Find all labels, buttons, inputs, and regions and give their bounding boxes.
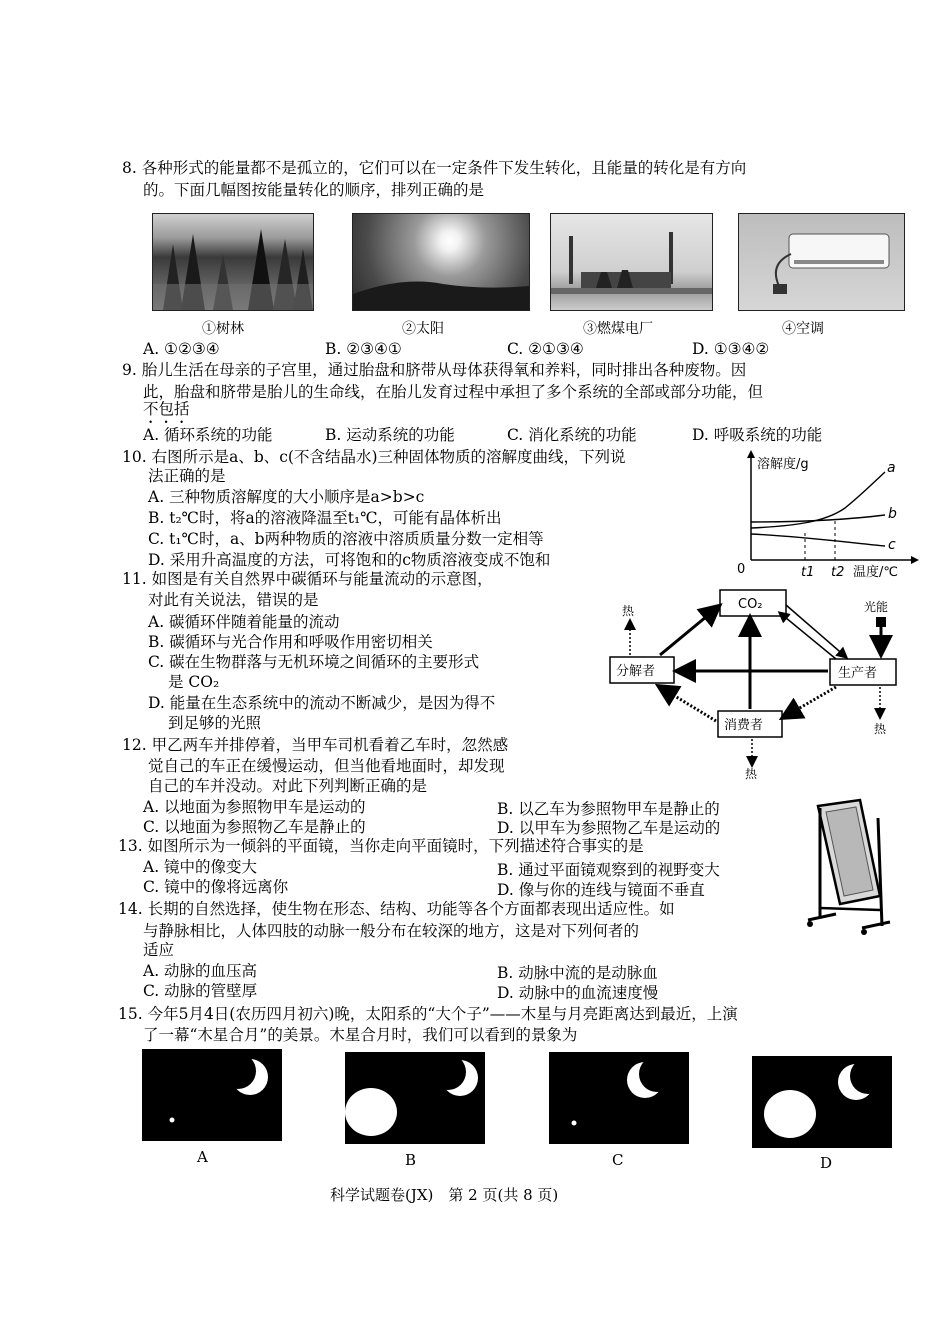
q12-option-a[interactable]: A. 以地面为参照物甲车是运动的 <box>143 798 366 816</box>
heat-label-consumer: 热 <box>745 767 758 780</box>
panel-c-scene <box>549 1052 689 1144</box>
solubility-curve-graph <box>735 448 925 583</box>
q10-option-c[interactable]: C. t₁℃时，a、b两种物质的溶液中溶质质量分数一定相等 <box>148 530 544 548</box>
forest-trees <box>153 214 313 310</box>
power-plant-photo <box>550 213 713 311</box>
q12-option-d[interactable]: D. 以甲车为参照物乙车是运动的 <box>497 819 721 837</box>
air-conditioner-photo <box>738 213 905 311</box>
q11-option-d-cont: 到足够的光照 <box>168 714 262 732</box>
graph-ylabel: 溶解度/g <box>757 457 809 472</box>
panel-b-scene <box>345 1052 485 1144</box>
q11-line2: 对此有关说法，错误的是 <box>148 591 319 609</box>
q12-line1: 12. 甲乙两车并排停着，当甲车司机看着乙车时，忽然感 <box>122 736 509 754</box>
q14-option-a[interactable]: A. 动脉的血压高 <box>143 962 258 980</box>
q10-option-b[interactable]: B. t₂℃时，将a的溶液降温至t₁℃，可能有晶体析出 <box>148 509 502 527</box>
heat-label-producer: 热 <box>874 722 887 736</box>
panel-c[interactable] <box>549 1052 689 1144</box>
q10-option-a[interactable]: A. 三种物质溶解度的大小顺序是a>b>c <box>148 488 425 506</box>
q9-option-a[interactable]: A. 循环系统的功能 <box>143 426 273 444</box>
consumer-label: 消费者 <box>724 718 764 733</box>
q10-line2: 法正确的是 <box>148 467 226 485</box>
q9-option-b[interactable]: B. 运动系统的功能 <box>325 426 455 444</box>
q15-line2: 了一幕“木星合月”的美景。木星合月时，我们可以看到的景象为 <box>143 1026 578 1044</box>
curve-c-label: c <box>888 537 896 553</box>
caption-air-conditioner: ④空调 <box>782 321 824 337</box>
sun-photo <box>352 213 530 311</box>
q10-line1: 10. 右图所示是a、b、c(不含结晶水)三种固体物质的溶解度曲线，下列说 <box>122 448 626 466</box>
q15-line1: 15. 今年5月4日(农历四月初六)晚，太阳系的“大个子”——木星与月亮距离达到最近，上演 <box>118 1005 738 1023</box>
producer-label: 生产者 <box>838 666 878 681</box>
q14-line1: 14. 长期的自然选择，使生物在形态、结构、功能等各个方面都表现出适应性。如 <box>118 900 675 918</box>
q8-option-a[interactable]: A. ①②③④ <box>143 340 220 358</box>
panel-d-label: D <box>820 1154 833 1172</box>
q11-option-c-cont: 是 CO₂ <box>168 673 220 691</box>
q11-option-d[interactable]: D. 能量在生态系统中的流动不断减少，是因为得不 <box>148 694 496 712</box>
q13-line1: 13. 如图所示为一倾斜的平面镜，当你走向平面镜时，下列描述符合事实的是 <box>118 837 644 855</box>
q13-option-b[interactable]: B. 通过平面镜观察到的视野变大 <box>497 861 720 879</box>
page-footer: 科学试题卷(JX) 第 2 页(共 8 页) <box>330 1186 559 1204</box>
air-conditioner-unit <box>739 214 904 310</box>
heat-label-decomposer: 热 <box>622 604 635 618</box>
q13-option-a[interactable]: A. 镜中的像变大 <box>143 858 258 876</box>
curve-a-label: a <box>887 460 896 476</box>
caption-power-plant: ③燃煤电厂 <box>583 321 653 337</box>
panel-b[interactable] <box>345 1052 485 1144</box>
q14-option-b[interactable]: B. 动脉中流的是动脉血 <box>497 964 658 982</box>
q12-line3: 自己的车并没动。对此下列判断正确的是 <box>148 777 428 795</box>
power-plant-drawing <box>551 214 712 310</box>
panel-b-label: B <box>405 1151 417 1169</box>
curve-b-label: b <box>888 506 897 522</box>
q8-option-b[interactable]: B. ②③④① <box>325 340 402 358</box>
co2-label: CO₂ <box>738 597 763 612</box>
caption-forest: ①树林 <box>202 321 244 337</box>
panel-a[interactable] <box>142 1049 282 1141</box>
q11-line1: 11. 如图是有关自然界中碳循环与能量流动的示意图， <box>122 570 493 588</box>
q8-option-d[interactable]: D. ①③④② <box>692 340 770 358</box>
q14-option-d[interactable]: D. 动脉中的血流速度慢 <box>497 984 659 1002</box>
decomposer-label: 分解者 <box>616 664 656 679</box>
caption-sun: ②太阳 <box>402 321 444 337</box>
q11-option-a[interactable]: A. 碳循环伴随着能量的流动 <box>148 613 340 631</box>
panel-a-scene <box>142 1049 282 1141</box>
q11-option-b[interactable]: B. 碳循环与光合作用和呼吸作用密切相关 <box>148 633 433 651</box>
tilted-mirror-drawing <box>800 798 895 938</box>
q9-line1: 9. 胎儿生活在母亲的子宫里，通过胎盘和脐带从母体获得氧和养料，同时排出各种废物。因 <box>122 361 747 379</box>
graph-origin: 0 <box>737 562 746 577</box>
light-energy-label: 光能 <box>864 600 889 614</box>
q9-line3: 不包括 <box>143 400 190 418</box>
graph-t1-label: t1 <box>801 565 815 580</box>
q12-option-b[interactable]: B. 以乙车为参照物甲车是静止的 <box>497 800 720 818</box>
q14-line3: 适应 <box>143 941 175 959</box>
q9-line2: 此，胎盘和脐带是胎儿的生命线，在胎儿发育过程中承担了多个系统的全部或部分功能，但 <box>143 383 764 401</box>
panel-c-label: C <box>612 1151 624 1169</box>
curve-b <box>751 515 885 522</box>
carbon-cycle-diagram <box>600 585 920 780</box>
q8-line1: 8. 各种形式的能量都不是孤立的，它们可以在一定条件下发生转化，且能量的转化是有方向 <box>122 159 747 177</box>
q12-line2: 觉自己的车正在缓慢运动，但当他看地面时，却发现 <box>148 757 505 775</box>
q11-option-c[interactable]: C. 碳在生物群落与无机环境之间循环的主要形式 <box>148 653 480 671</box>
q14-line2: 与静脉相比，人体四肢的动脉一般分布在较深的地方，这是对下列何者的 <box>143 922 640 940</box>
mountain-silhouette <box>353 214 529 310</box>
graph-xlabel: 温度/℃ <box>853 565 898 580</box>
q13-option-c[interactable]: C. 镜中的像将远离你 <box>143 878 289 896</box>
panel-d[interactable] <box>752 1056 892 1148</box>
q10-option-d[interactable]: D. 采用升高温度的方法，可将饱和的c物质溶液变成不饱和 <box>148 551 551 569</box>
curve-a <box>751 472 885 528</box>
forest-photo <box>152 213 314 311</box>
graph-t2-label: t2 <box>831 565 845 580</box>
q13-option-d[interactable]: D. 像与你的连线与镜面不垂直 <box>497 881 705 899</box>
q12-option-c[interactable]: C. 以地面为参照物乙车是静止的 <box>143 818 366 836</box>
panel-d-scene <box>752 1056 892 1148</box>
q9-option-d[interactable]: D. 呼吸系统的功能 <box>692 426 823 444</box>
q14-option-c[interactable]: C. 动脉的管壁厚 <box>143 982 258 1000</box>
q9-option-c[interactable]: C. 消化系统的功能 <box>507 426 637 444</box>
q8-option-c[interactable]: C. ②①③④ <box>507 340 584 358</box>
curve-c <box>751 534 885 546</box>
q8-line2: 的。下面几幅图按能量转化的顺序，排列正确的是 <box>143 181 485 199</box>
panel-a-label: A <box>197 1148 208 1166</box>
